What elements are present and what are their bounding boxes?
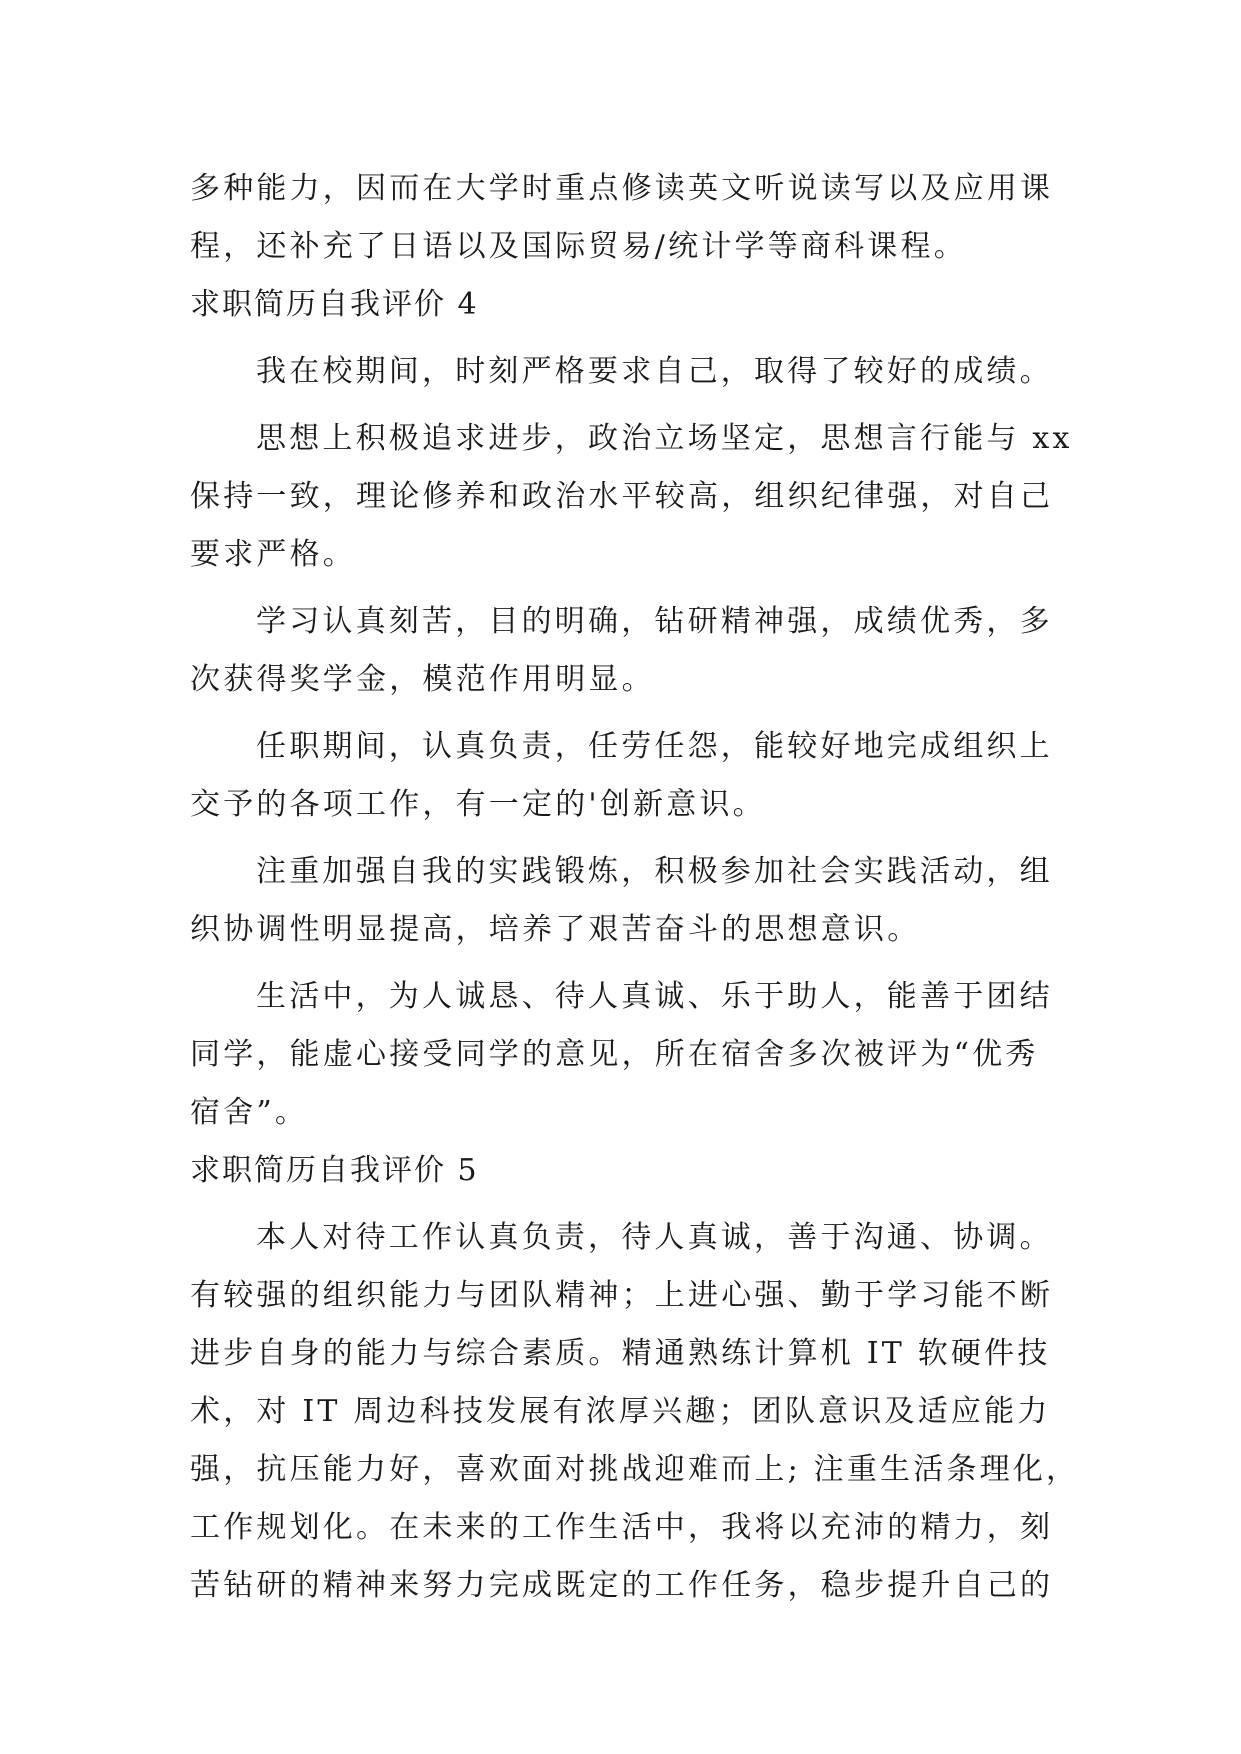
text-line: 进步自身的能力与综合素质。精通熟练计算机 IT 软硬件技 (190, 1336, 1051, 1371)
paragraph (190, 968, 1060, 1142)
intro-paragraph (190, 160, 1060, 276)
section-heading: 求职简历自我评价 5 (190, 1153, 479, 1188)
paragraph (190, 718, 1060, 834)
document-body (190, 160, 1080, 1615)
text-line: 术，对 IT 周边科技发展有浓厚兴趣；团队意识及适应能力 (190, 1394, 1051, 1429)
paragraph (190, 593, 1060, 709)
text-line: 同学，能虚心接受同学的意见，所在宿舍多次被评为“优秀 (190, 1037, 1039, 1072)
text-line: 我在校期间，时刻严格要求自己，取得了较好的成绩。 (256, 354, 1053, 389)
text-line: 学习认真刻苦，目的明确，钻研精神强，成绩优秀，多 (256, 604, 1053, 639)
text-line: 有较强的组织能力与团队精神；上进心强、勤于学习能不断 (190, 1278, 1054, 1313)
text-line: 程，还补充了日语以及国际贸易/统计学等商科课程。 (190, 229, 967, 264)
text-line: 宿舍”。 (190, 1095, 309, 1130)
text-line: 保持一致，理论修养和政治水平较高，组织纪律强，对自己 (190, 479, 1054, 514)
text-line: 要求严格。 (190, 537, 356, 572)
section-heading: 求职简历自我评价 4 (190, 287, 479, 322)
text-line: 织协调性明显提高，培养了艰苦奋斗的思想意识。 (190, 912, 921, 947)
text-line: 交予的各项工作，有一定的'创新意识。 (190, 787, 766, 822)
paragraph (190, 410, 1073, 584)
text-line: 本人对待工作认真负责，待人真诚，善于沟通、协调。 (256, 1220, 1053, 1255)
text-line: 注重加强自我的实践锻炼，积极参加社会实践活动，组 (256, 854, 1053, 889)
text-line: 任职期间，认真负责，任劳任怨，能较好地完成组织上 (256, 729, 1053, 764)
text-line: 工作规划化。在未来的工作生活中，我将以充沛的精力，刻 (190, 1510, 1054, 1545)
text-line: 苦钻研的精神来努力完成既定的工作任务，稳步提升自己的 (190, 1568, 1054, 1603)
text-line: 次获得奖学金，模范作用明显。 (190, 662, 655, 697)
text-line: 生活中，为人诚恳、待人真诚、乐于助人，能善于团结 (256, 979, 1053, 1014)
text-line: 思想上积极追求进步，政治立场坚定，思想言行能与 xx (256, 421, 1073, 456)
paragraph (190, 1209, 1080, 1615)
text-line: 多种能力，因而在大学时重点修读英文听说读写以及应用课 (190, 171, 1054, 206)
text-line: 强，抗压能力好，喜欢面对挑战迎难而上; 注重生活条理化， (190, 1452, 1080, 1487)
paragraph (190, 343, 1060, 401)
paragraph (190, 843, 1060, 959)
